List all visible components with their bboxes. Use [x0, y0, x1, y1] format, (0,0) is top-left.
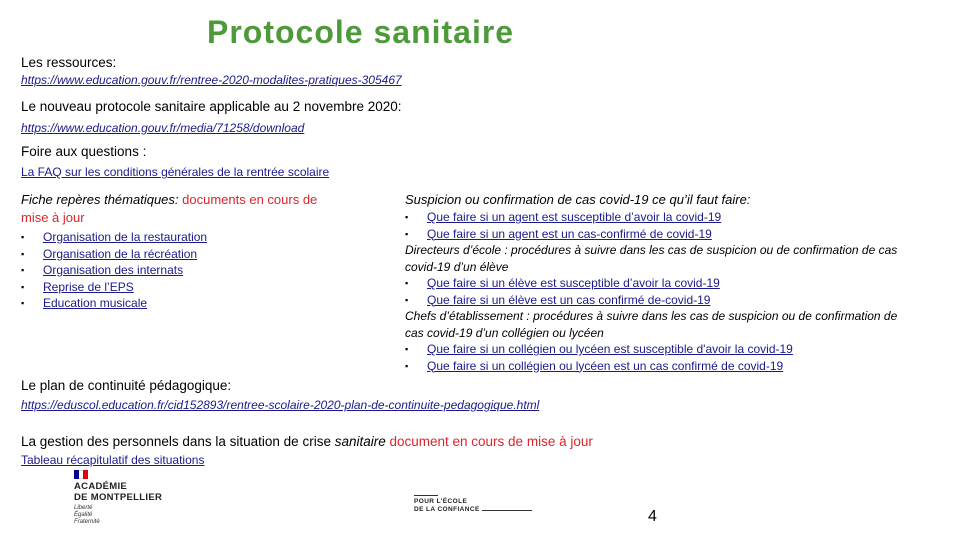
logo-underline	[482, 510, 532, 511]
link-recreation[interactable]: Organisation de la récréation	[43, 246, 198, 261]
list-item	[405, 358, 910, 375]
thematic-sheets-heading	[21, 191, 321, 227]
list-item	[405, 275, 910, 292]
bullet-icon: ▪	[405, 228, 409, 239]
resources-label: Les ressources:	[21, 55, 117, 70]
list-item	[21, 246, 321, 263]
list-item	[21, 229, 321, 246]
confiance-line1: POUR L’ÉCOLE	[414, 498, 468, 505]
list-item	[21, 295, 321, 312]
link-student-susceptible[interactable]: Que faire si un collégien ou lycéen est susceptible d'avoir la covid-19	[427, 342, 793, 356]
list-item	[405, 226, 910, 243]
french-flag-icon	[74, 470, 88, 479]
ecole-confiance-logo	[414, 495, 532, 514]
pupil-cases-list	[405, 275, 910, 308]
bullet-icon: ▪	[405, 360, 409, 371]
faq-label: Foire aux questions :	[21, 144, 147, 159]
republic-motto	[74, 505, 184, 526]
link-agent-susceptible[interactable]: Que faire si un agent est susceptible d’avoir la covid-19	[427, 210, 722, 224]
staff-management-text: La gestion des personnels dans la situation de crise	[21, 434, 335, 449]
continuity-label: Le plan de continuité pédagogique:	[21, 378, 232, 393]
link-internats[interactable]: Organisation des internats	[43, 263, 184, 277]
motto-egalite: Égalité	[74, 512, 93, 518]
page-number: 4	[648, 508, 657, 525]
list-item	[21, 279, 321, 296]
academie-line1: ACADÉMIE	[74, 481, 128, 492]
agent-cases-list	[405, 209, 910, 242]
staff-management-label	[21, 434, 593, 449]
thematic-sheets-update-notice: documents en cours de mise à jour	[21, 192, 318, 225]
academie-line2: DE MONTPELLIER	[74, 491, 163, 503]
bullet-icon: ▪	[21, 281, 25, 292]
school-directors-note: Directeurs d’école : procédures à suivre dans les cas de suspicion ou de confirmation de cas covid-19 d’un élève	[405, 243, 898, 274]
bullet-icon: ▪	[21, 248, 25, 259]
covid-cases-heading: Suspicion ou confirmation de cas covid-19 ce qu’il faut faire:	[405, 192, 751, 207]
link-rentree-2020[interactable]: https://www.education.gouv.fr/rentree-2020-modalites-pratiques-305467	[21, 73, 402, 87]
bullet-icon: ▪	[21, 298, 25, 308]
confiance-line2: DE LA CONFIANCE	[414, 506, 480, 513]
thematic-sheets-list	[21, 229, 321, 312]
bullet-icon: ▪	[405, 294, 409, 305]
link-protocol-download[interactable]: https://www.education.gouv.fr/media/71258/download	[21, 121, 305, 135]
link-eps[interactable]: Reprise de l’EPS	[43, 279, 134, 294]
bullet-icon: ▪	[21, 265, 25, 275]
link-pupil-confirmed[interactable]: Que faire si un élève est un cas confirmé de-covid-19	[427, 292, 711, 307]
student-cases-list	[405, 341, 910, 374]
link-faq[interactable]: La FAQ sur les conditions générales de la rentrée scolaire	[21, 165, 330, 179]
thematic-sheets-heading-text: Fiche repères thématiques:	[21, 192, 183, 207]
protocol-label: Le nouveau protocole sanitaire applicable au 2 novembre 2020:	[21, 99, 402, 114]
thematic-sheets-section	[21, 191, 321, 312]
list-item	[405, 341, 910, 358]
link-student-confirmed[interactable]: Que faire si un collégien ou lycéen est un cas confirmé de covid-19	[427, 358, 784, 373]
academie-montpellier-logo	[74, 470, 184, 526]
link-agent-confirmed[interactable]: Que faire si un agent est un cas-confirmé de covid-19	[427, 226, 712, 241]
staff-update-notice: document en cours de mise à jour	[385, 434, 593, 449]
staff-management-italic: sanitaire	[334, 434, 386, 449]
bullet-icon: ▪	[405, 344, 409, 354]
bullet-icon: ▪	[405, 278, 409, 288]
list-item	[405, 292, 910, 309]
link-summary-table[interactable]: Tableau récapitulatif des situations	[21, 453, 205, 467]
link-pupil-susceptible[interactable]: Que faire si un élève est susceptible d’avoir la covid-19	[427, 276, 720, 290]
academie-name	[74, 482, 184, 503]
bullet-icon: ▪	[405, 212, 409, 222]
covid-cases-section	[405, 191, 910, 374]
heads-of-school-note: Chefs d’établissement : procédures à suivre dans les cas de suspicion ou de confirmation de cas covid-19 d’un collégien ou lycéen	[405, 309, 898, 340]
page-title: Protocole sanitaire	[207, 14, 515, 50]
link-education-musicale[interactable]: Education musicale	[43, 296, 148, 310]
motto-fraternite: Fraternité	[74, 519, 100, 525]
link-restauration[interactable]: Organisation de la restauration	[43, 230, 208, 244]
bullet-icon: ▪	[21, 232, 25, 242]
list-item	[405, 209, 910, 226]
logo-divider	[414, 495, 438, 496]
list-item	[21, 262, 321, 279]
link-continuity-plan[interactable]: https://eduscol.education.fr/cid152893/rentree-scolaire-2020-plan-de-continuite-pedagogique.html	[21, 398, 540, 412]
motto-liberte: Liberté	[74, 505, 93, 511]
